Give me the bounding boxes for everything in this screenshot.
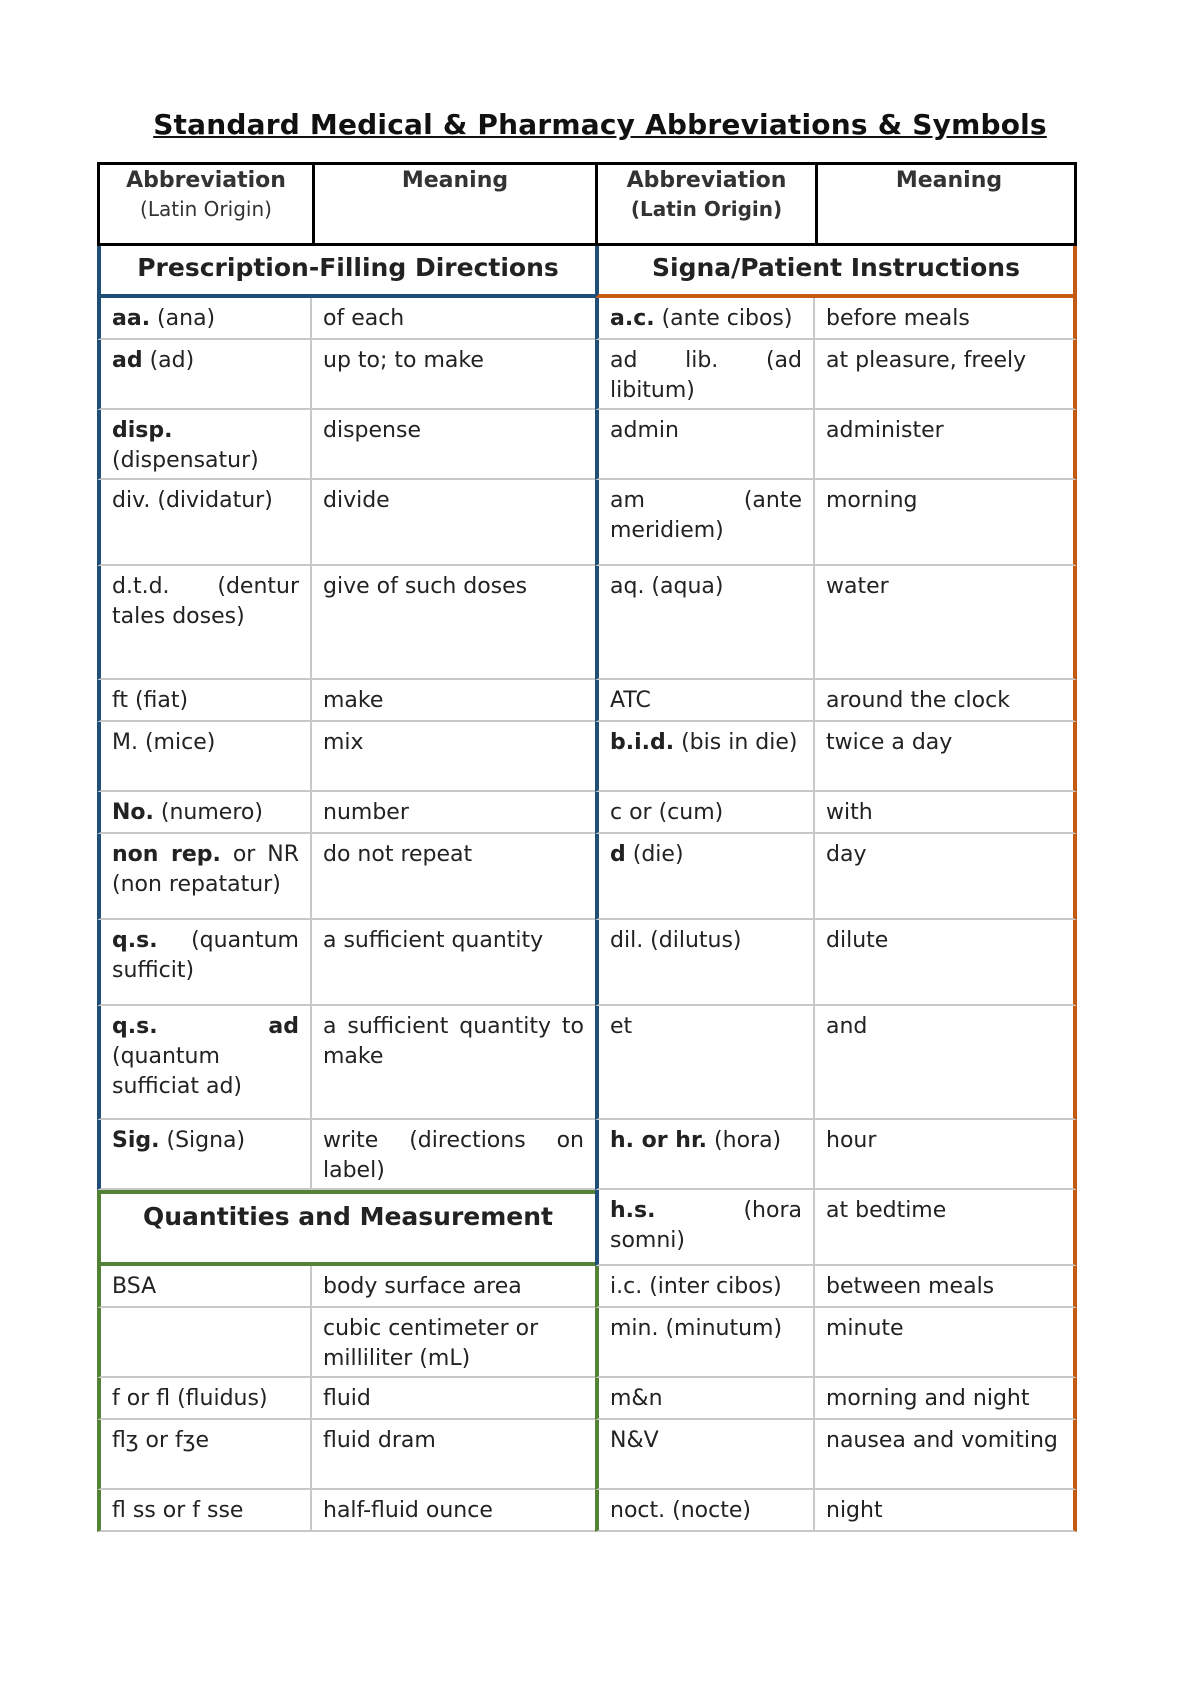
- abbreviation-right: min. (minutum): [595, 1308, 815, 1378]
- meaning-left: body surface area: [312, 1266, 595, 1308]
- meaning-right: around the clock: [815, 680, 1077, 722]
- meaning-left: cubic centimeter or milliliter (mL): [312, 1308, 595, 1378]
- abbreviation-right: ATC: [595, 680, 815, 722]
- table-row: [97, 340, 1077, 410]
- abbreviation-left: BSA: [97, 1266, 312, 1308]
- meaning-right: hour: [815, 1120, 1077, 1190]
- meaning-right: day: [815, 834, 1077, 920]
- page-title: Standard Medical & Pharmacy Abbreviations & Symbols: [153, 108, 1047, 141]
- meaning-left: do not repeat: [312, 834, 595, 920]
- meaning-hs: at bedtime: [815, 1190, 1077, 1266]
- table-row: [97, 1490, 1077, 1532]
- abbreviation-right: N&V: [595, 1420, 815, 1490]
- meaning-left: of each: [312, 298, 595, 340]
- abbreviation-left: ft (fiat): [97, 680, 312, 722]
- table-row: [97, 480, 1077, 566]
- abbreviation-right: i.c. (inter cibos): [595, 1266, 815, 1308]
- meaning-left: dispense: [312, 410, 595, 480]
- abbreviation-left: div. (dividatur): [97, 480, 312, 566]
- abbreviation-left: non rep. or NR (non repatatur): [97, 834, 312, 920]
- meaning-right: morning: [815, 480, 1077, 566]
- abbreviation-right: c or (cum): [595, 792, 815, 834]
- abbreviation-right: a.c. (ante cibos): [595, 298, 815, 340]
- header-meaning-left: Meaning: [315, 165, 598, 243]
- meaning-left: write (directions on label): [312, 1120, 595, 1190]
- meaning-left: mix: [312, 722, 595, 792]
- meaning-right: morning and night: [815, 1378, 1077, 1420]
- table-row: [97, 1120, 1077, 1190]
- meaning-left: fluid: [312, 1378, 595, 1420]
- meaning-right: dilute: [815, 920, 1077, 1006]
- meaning-left: half-fluid ounce: [312, 1490, 595, 1532]
- abbreviation-left: ad (ad): [97, 340, 312, 410]
- meaning-right: minute: [815, 1308, 1077, 1378]
- meaning-left: number: [312, 792, 595, 834]
- abbreviation-right: ad lib. (ad libitum): [595, 340, 815, 410]
- abbreviation-right: noct. (nocte): [595, 1490, 815, 1532]
- table-row: [97, 298, 1077, 340]
- abbreviation-right: m&n: [595, 1378, 815, 1420]
- abbreviation-left: q.s. (quantum sufficit): [97, 920, 312, 1006]
- section-quantities: Quantities and Measurement: [97, 1190, 595, 1266]
- table-row: [97, 1420, 1077, 1490]
- table-row: [97, 1266, 1077, 1308]
- abbreviation-right: am (ante meridiem): [595, 480, 815, 566]
- abbr-hs: h.s. (hora somni): [595, 1190, 815, 1266]
- table-header: [97, 162, 1077, 246]
- abbreviation-right: b.i.d. (bis in die): [595, 722, 815, 792]
- meaning-left: make: [312, 680, 595, 722]
- meaning-left: up to; to make: [312, 340, 595, 410]
- abbreviation-right: dil. (dilutus): [595, 920, 815, 1006]
- abbreviation-left: No. (numero): [97, 792, 312, 834]
- abbreviation-left: f or fl (fluidus): [97, 1378, 312, 1420]
- abbreviation-left: flʒ or fʒe: [97, 1420, 312, 1490]
- table-row: [97, 1378, 1077, 1420]
- meaning-right: between meals: [815, 1266, 1077, 1308]
- section-signa-instructions: Signa/Patient Instructions: [595, 246, 1077, 298]
- abbreviation-left: aa. (ana): [97, 298, 312, 340]
- abbreviation-left: M. (mice): [97, 722, 312, 792]
- meaning-right: at pleasure, freely: [815, 340, 1077, 410]
- meaning-right: and: [815, 1006, 1077, 1120]
- meaning-left: a sufficient quantity to make: [312, 1006, 595, 1120]
- abbreviations-table: [97, 162, 1077, 1532]
- table-row: [97, 566, 1077, 680]
- table-row: [97, 1006, 1077, 1120]
- table-row: [97, 680, 1077, 722]
- meaning-right: administer: [815, 410, 1077, 480]
- abbreviation-right: d (die): [595, 834, 815, 920]
- meaning-right: night: [815, 1490, 1077, 1532]
- abbreviation-right: admin: [595, 410, 815, 480]
- abbreviation-right: h. or hr. (hora): [595, 1120, 815, 1190]
- table-row: [97, 722, 1077, 792]
- header-abbreviation-right: Abbreviation (Latin Origin): [598, 165, 818, 243]
- header-meaning-right: Meaning: [895, 168, 1003, 193]
- section-headers: [97, 246, 1077, 298]
- abbreviation-left: [97, 1308, 312, 1378]
- meaning-left: divide: [312, 480, 595, 566]
- meaning-left: give of such doses: [312, 566, 595, 680]
- meaning-left: a sufficient quantity: [312, 920, 595, 1006]
- abbreviation-left: Sig. (Signa): [97, 1120, 312, 1190]
- table-row: [97, 834, 1077, 920]
- abbreviation-left: d.t.d. (dentur tales doses): [97, 566, 312, 680]
- header-abbreviation-left: Abbreviation (Latin Origin): [100, 165, 315, 243]
- meaning-left: fluid dram: [312, 1420, 595, 1490]
- section-prescription-filling: Prescription-Filling Directions: [97, 246, 595, 298]
- meaning-right: with: [815, 792, 1077, 834]
- table-row: [97, 1308, 1077, 1378]
- abbreviation-right: et: [595, 1006, 815, 1120]
- meaning-right: twice a day: [815, 722, 1077, 792]
- table-row: [97, 792, 1077, 834]
- abbreviation-left: disp. (dispensatur): [97, 410, 312, 480]
- abbreviation-left: q.s. ad (quantum sufficiat ad): [97, 1006, 312, 1120]
- meaning-right: before meals: [815, 298, 1077, 340]
- meaning-right: water: [815, 566, 1077, 680]
- table-row: [97, 920, 1077, 1006]
- abbreviation-left: fl ss or f sse: [97, 1490, 312, 1532]
- meaning-right: nausea and vomiting: [815, 1420, 1077, 1490]
- table-row: [97, 410, 1077, 480]
- abbreviation-right: aq. (aqua): [595, 566, 815, 680]
- table-row: [97, 1190, 1077, 1266]
